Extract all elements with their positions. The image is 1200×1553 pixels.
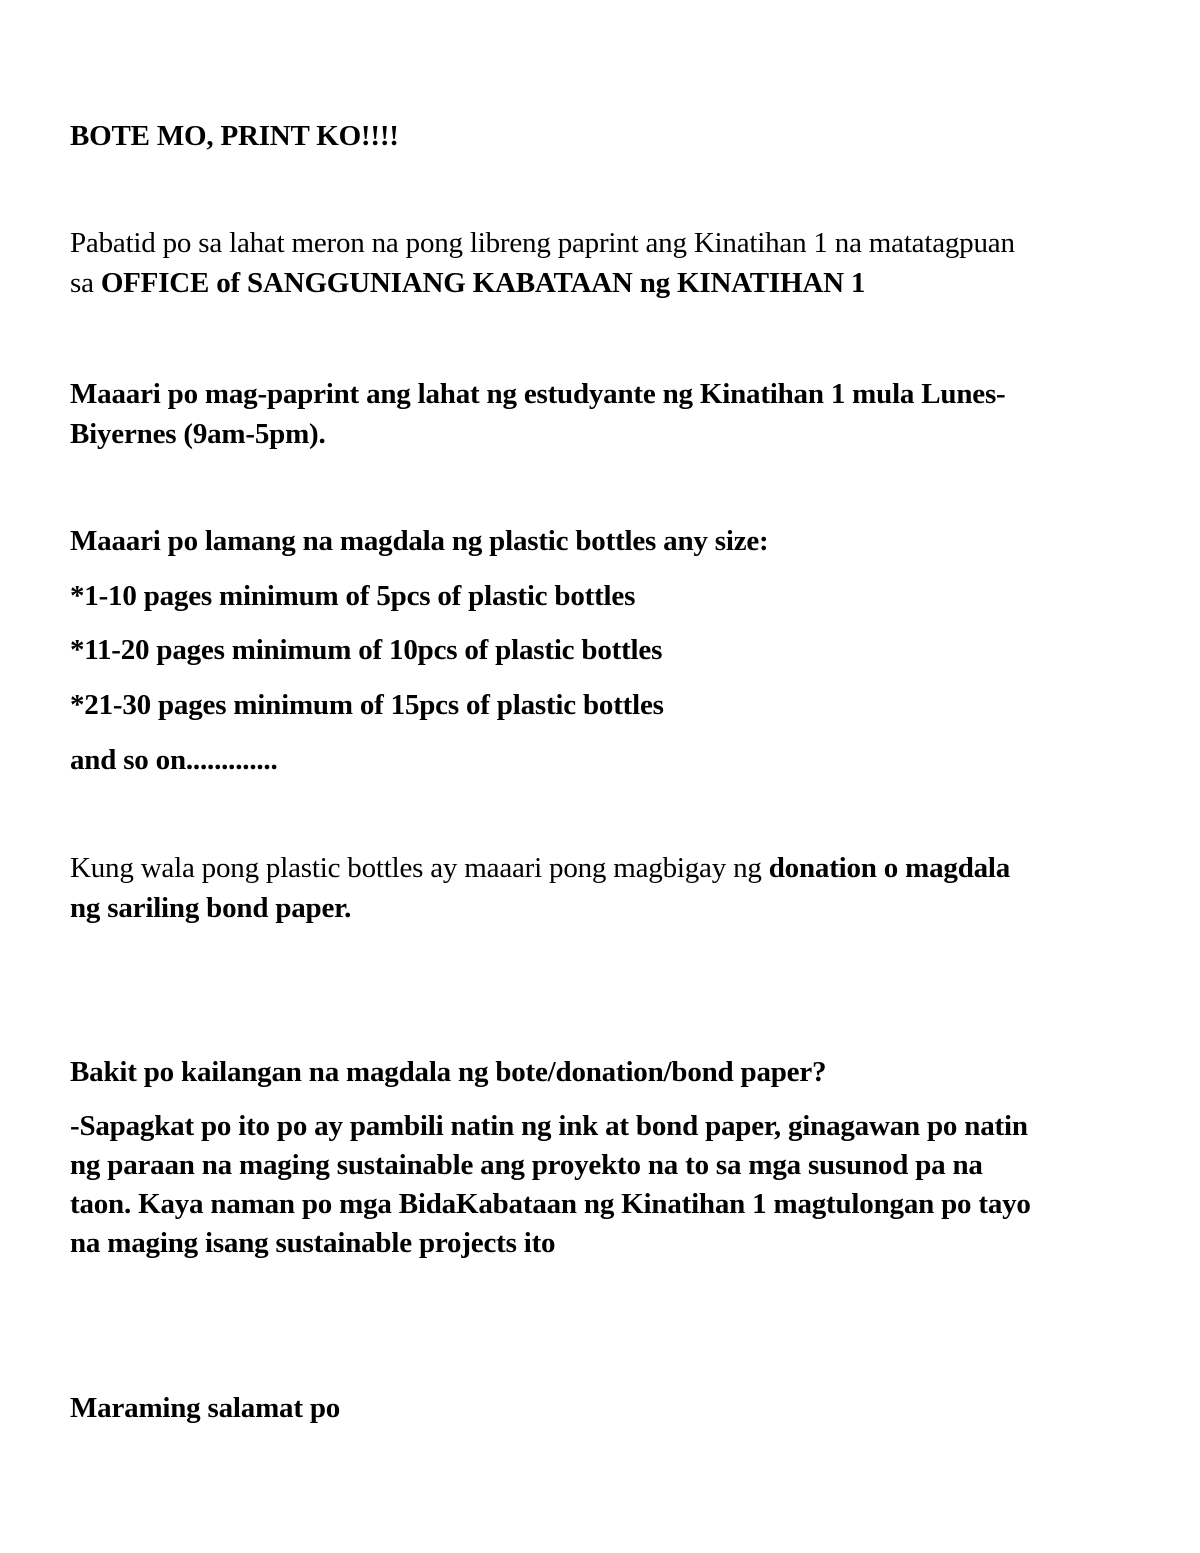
requirement-item: *1-10 pages minimum of 5pcs of plastic bottles	[70, 580, 636, 612]
reason-answer-line: ng paraan na maging sustainable ang proyekto na to sa mga susunod pa na	[70, 1149, 983, 1181]
alternative-line-1	[70, 848, 1140, 888]
reason-answer-line: na maging isang sustainable projects ito	[70, 1227, 556, 1259]
sk-office-name: OFFICE of SANGGUNIANG KABATAAN ng KINATIHAN 1	[100, 267, 866, 299]
requirements-heading: Maaari po lamang na magdala ng plastic bottles any size:	[70, 525, 769, 557]
requirement-item: *11-20 pages minimum of 10pcs of plastic bottles	[70, 634, 663, 666]
schedule-line-2: Biyernes (9am-5pm).	[70, 418, 326, 450]
requirements-continuation: and so on.............	[70, 744, 278, 776]
requirement-item: *21-30 pages minimum of 15pcs of plastic bottles	[70, 689, 664, 721]
reason-question: Bakit po kailangan na magdala ng bote/donation/bond paper?	[70, 1056, 827, 1088]
intro-line-1: Pabatid po sa lahat meron na pong libreng paprint ang Kinatihan 1 na matatagpuan	[70, 227, 1015, 259]
intro-line-2-prefix: sa	[70, 267, 101, 299]
document-title: BOTE MO, PRINT KO!!!!	[70, 120, 399, 152]
reason-answer-line: taon. Kaya naman po mga BidaKabataan ng Kinatihan 1 magtulongan po tayo	[70, 1188, 1031, 1220]
alternative-line-2: ng sariling bond paper.	[70, 892, 352, 924]
alternative-line-1-bold: donation o magdala	[768, 852, 1011, 884]
closing-thanks: Maraming salamat po	[70, 1392, 341, 1424]
reason-answer-line: -Sapagkat po ito po ay pambili natin ng ink at bond paper, ginagawan po natin	[70, 1110, 1028, 1142]
intro-line-2	[70, 263, 1140, 303]
schedule-line-1: Maaari po mag-paprint ang lahat ng estudyante ng Kinatihan 1 mula Lunes-	[70, 378, 1006, 410]
alternative-line-1-normal: Kung wala pong plastic bottles ay maaari pong magbigay ng	[70, 852, 769, 884]
